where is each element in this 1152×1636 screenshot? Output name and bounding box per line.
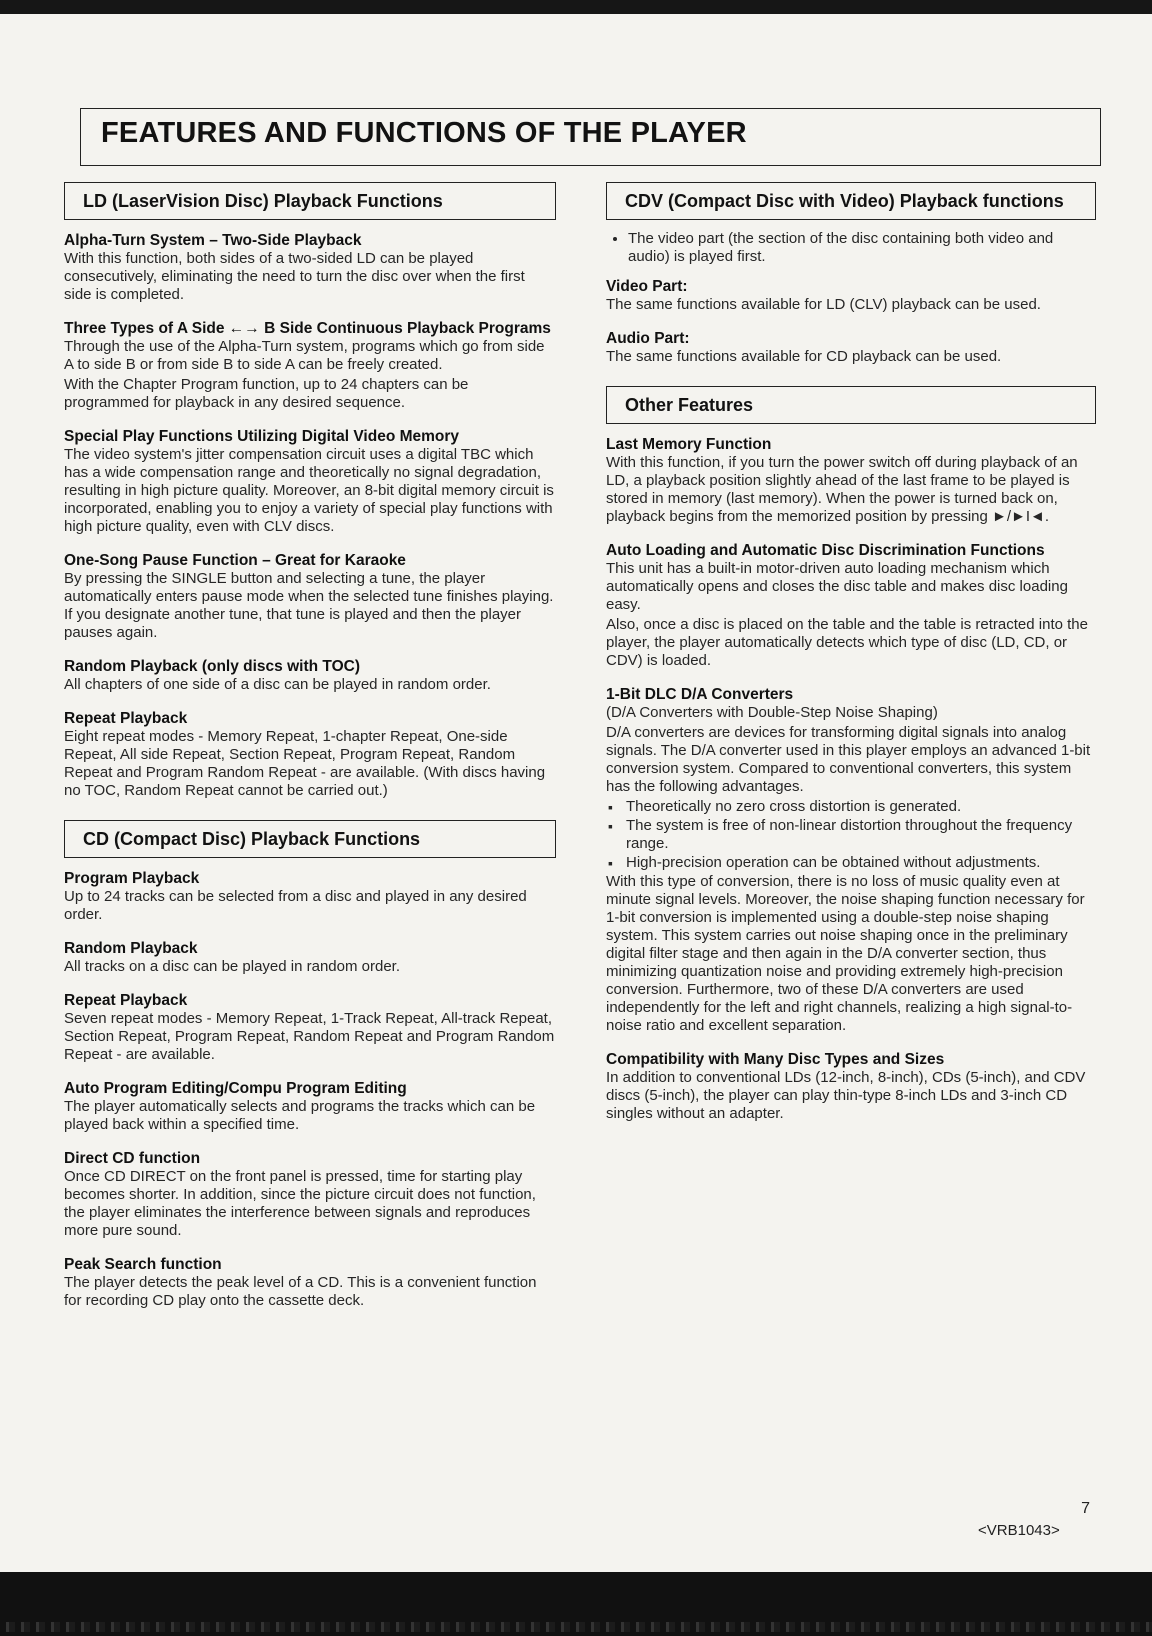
ld-feature-list [64, 232, 556, 800]
scan-top-edge [0, 0, 1152, 14]
feature-dlc-converters [606, 686, 1096, 1035]
right-column [606, 182, 1096, 1123]
feature-title: Video Part: [606, 278, 688, 295]
feature-item [64, 1080, 556, 1134]
feature-title: Three Types of A Side ←→ B Side Continuous Playback Programs [64, 320, 551, 337]
feature-body: Also, once a disc is placed on the table and the table is retracted into the player, the player automatically detects which type of disc (LD, CD, or CDV) is loaded. [606, 616, 1088, 669]
feature-title: Special Play Functions Utilizing Digital Video Memory [64, 428, 460, 445]
feature-item [64, 870, 556, 924]
feature-title: Random Playback (only discs with TOC) [64, 658, 360, 675]
feature-item [64, 710, 556, 800]
feature-title: Compatibility with Many Disc Types and Sizes [606, 1051, 945, 1068]
feature-title: Peak Search function [64, 1256, 222, 1273]
document-code: <VRB1043> [978, 1522, 1060, 1539]
feature-auto-loading [606, 542, 1096, 670]
feature-body: The player automatically selects and programs the tracks which can be played back within a specified time. [64, 1098, 536, 1133]
feature-item [64, 428, 556, 536]
feature-body: D/A converters are devices for transforming digital signals into analog signals. The D/A converter used in this player employs an advanced 1-bit conversion system. Compared to conventional converters, this system has the following advantages. [606, 724, 1091, 795]
feature-compatibility [606, 1051, 1096, 1123]
feature-body: Up to 24 tracks can be selected from a disc and played in any desired order. [64, 888, 527, 923]
feature-title: Program Playback [64, 870, 200, 887]
page-number: 7 [1081, 1500, 1090, 1517]
feature-title: Last Memory Function [606, 436, 772, 453]
feature-body: Seven repeat modes - Memory Repeat, 1-Track Repeat, All-track Repeat, Section Repeat, Program Repeat, Random Repeat and Program Random Repeat - are available. [64, 1010, 555, 1063]
cd-feature-list [64, 870, 556, 1310]
feature-title: Audio Part: [606, 330, 690, 347]
page-title: FEATURES AND FUNCTIONS OF THE PLAYER [101, 117, 747, 149]
section-heading-ld: LD (LaserVision Disc) Playback Functions [64, 182, 556, 220]
feature-item [64, 940, 556, 976]
feature-body: Once CD DIRECT on the front panel is pressed, time for starting play becomes shorter. In addition, since the picture circuit does not function, the player eliminates the interference between signals and reproduces more pure sound. [64, 1168, 536, 1239]
feature-body: All tracks on a disc can be played in random order. [64, 958, 401, 975]
feature-title: Random Playback [64, 940, 198, 957]
section-heading-cdv: CDV (Compact Disc with Video) Playback functions [606, 182, 1096, 220]
feature-item [64, 232, 556, 304]
cdv-feature-list [606, 278, 1096, 366]
feature-body: With this function, if you turn the power switch off during playback of an LD, a playback position slightly ahead of the last frame to be played is stored in memory (last memory). When the power is turned back on, playback begins from the memorized position by pressing ►/►I◄. [606, 454, 1078, 525]
feature-body: With this function, both sides of a two-sided LD can be played consecutively, eliminating the need to turn the disc over when the first side is completed. [64, 250, 525, 303]
feature-body: By pressing the SINGLE button and selecting a tune, the player automatically enters pause mode when the selected tune finishes playing. If you designate another tune, that tune is played and then the player pauses again. [64, 570, 554, 641]
feature-body: The same functions available for LD (CLV) playback can be used. [606, 296, 1041, 313]
advantage-item: ▪ The system is free of non-linear distortion throughout the frequency range. [626, 817, 1096, 853]
advantage-item: ▪ Theoretically no zero cross distortion is generated. [626, 798, 1096, 816]
feature-title: Alpha-Turn System – Two-Side Playback [64, 232, 362, 249]
feature-item [64, 1256, 556, 1310]
feature-title: 1-Bit DLC D/A Converters [606, 686, 794, 703]
feature-last-memory [606, 436, 1096, 526]
feature-body: With the Chapter Program function, up to 24 chapters can be programmed for playback in any desired sequence. [64, 376, 469, 411]
feature-body: The same functions available for CD playback can be used. [606, 348, 1002, 365]
cdv-note-list [606, 230, 1096, 266]
feature-title: Repeat Playback [64, 992, 188, 1009]
section-heading-other: Other Features [606, 386, 1096, 424]
feature-body: Through the use of the Alpha-Turn system, programs which go from side A to side B or from side B to side A can be freely created. [64, 338, 545, 373]
left-column [64, 182, 556, 1310]
feature-body: In addition to conventional LDs (12-inch, 8-inch), CDs (5-inch), and CDV discs (5-inch), the player can play thin-type 8-inch LDs and 3-inch CD singles without an adapter. [606, 1069, 1086, 1122]
feature-item [64, 320, 556, 412]
cdv-note: • The video part (the section of the disc containing both video and audio) is played first. [628, 230, 1096, 266]
feature-body: The video system's jitter compensation circuit uses a digital TBC which has a wide compensation range and theoretically no signal degradation, resulting in high picture quality. Moreover, an 8-bit digital memory circuit is incorporated, enabling you to enjoy a variety of special play functions with high picture quality, even with CLV discs. [64, 446, 554, 535]
page-title-box [80, 108, 1101, 166]
feature-subtitle: (D/A Converters with Double-Step Noise Shaping) [606, 704, 938, 721]
feature-body: This unit has a built-in motor-driven auto loading mechanism which automatically opens and closes the disc table and makes disc loading easy. [606, 560, 1068, 613]
feature-item [64, 658, 556, 694]
feature-title: One-Song Pause Function – Great for Karaoke [64, 552, 406, 569]
feature-title: Auto Program Editing/Compu Program Editing [64, 1080, 407, 1097]
scan-bottom-edge [0, 1572, 1152, 1636]
feature-item [64, 992, 556, 1064]
feature-title: Direct CD function [64, 1150, 201, 1167]
feature-item [606, 278, 1096, 314]
feature-body: Eight repeat modes - Memory Repeat, 1-chapter Repeat, One-side Repeat, All side Repeat, Section Repeat, Program Repeat, Random Repeat and Program Random Repeat - are available. (With discs having no TOC, Random Repeat cannot be carried out.) [64, 728, 546, 799]
feature-title: Auto Loading and Automatic Disc Discrimination Functions [606, 542, 1045, 559]
advantage-list [606, 798, 1096, 872]
feature-item [64, 552, 556, 642]
section-heading-cd: CD (Compact Disc) Playback Functions [64, 820, 556, 858]
feature-title: Repeat Playback [64, 710, 188, 727]
advantage-item: ▪ High-precision operation can be obtained without adjustments. [626, 854, 1096, 872]
feature-item [64, 1150, 556, 1240]
feature-body: All chapters of one side of a disc can be played in random order. [64, 676, 491, 693]
feature-item [606, 330, 1096, 366]
feature-body: With this type of conversion, there is no loss of music quality even at minute signal levels. Moreover, the noise shaping function necessary for 1-bit conversion is implemented using a double-step noise shaping system. This system carries out noise shaping once in the preliminary digital filter stage and then again in the D/A converter section, thus minimizing quantization noise and providing extremely high-precision conversion. Furthermore, two of these D/A converters are used independently for the left and right channels, realizing a high signal-to-noise ratio and excellent separation. [606, 873, 1085, 1034]
feature-body: The player detects the peak level of a CD. This is a convenient function for recording CD play onto the cassette deck. [64, 1274, 537, 1309]
